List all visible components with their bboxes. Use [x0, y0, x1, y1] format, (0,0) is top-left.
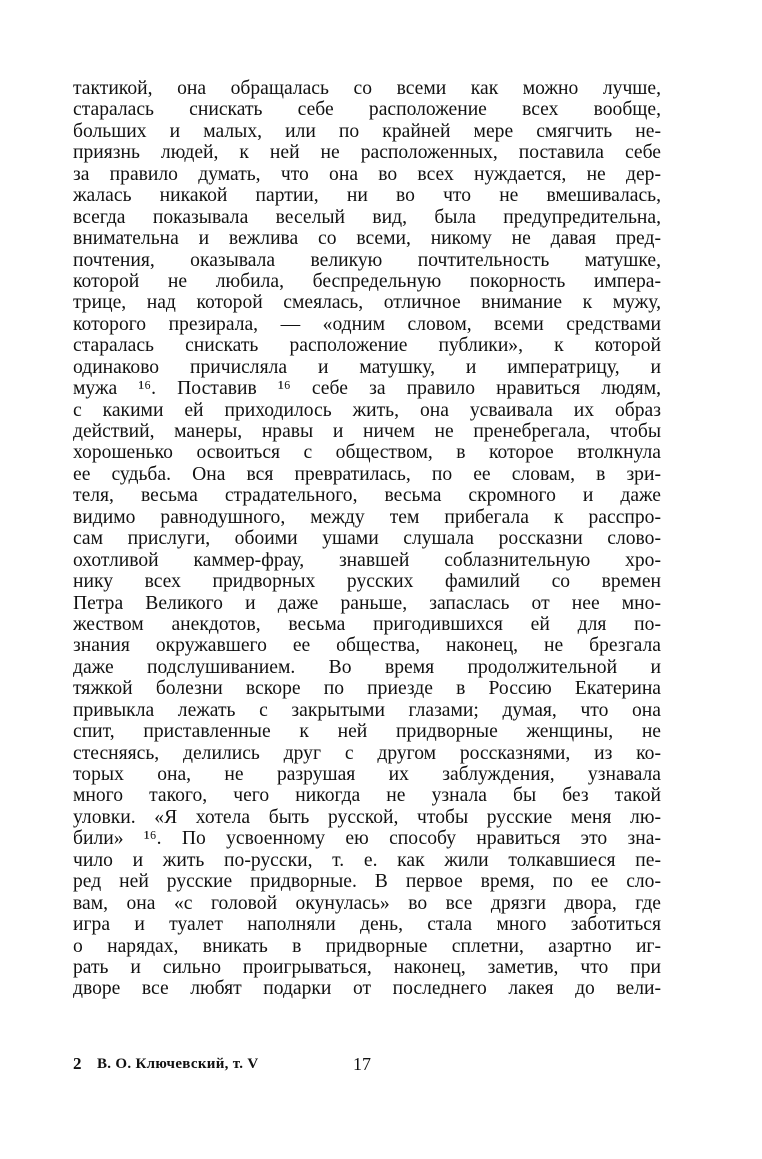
- page-number: 17: [353, 1054, 371, 1074]
- text-line: старалась снискать расположение публики», к которой: [73, 335, 661, 357]
- text-line: игра и туалет наполняли день, стала много заботиться: [73, 914, 661, 936]
- text-line: хорошенько освоиться с обществом, в которое втолкнула: [73, 442, 661, 464]
- text-line: с какими ей приходилось жить, она усваивала их образ: [73, 399, 661, 421]
- text-line: уловки. «Я хотела быть русской, чтобы русские меня лю-: [73, 806, 661, 828]
- text-line: видимо равнодушного, между тем прибегала к расспро-: [73, 506, 661, 528]
- signature-number: 2: [73, 1054, 82, 1073]
- text-line: мужа ¹⁶. Поставив ¹⁶ себе за правило нравиться людям,: [73, 378, 661, 400]
- text-line: спит, приставленные к ней придворные женщины, не: [73, 721, 661, 743]
- text-line: трице, над которой смеялась, отличное внимание к мужу,: [73, 292, 661, 314]
- text-line: всегда показывала веселый вид, была предупредительна,: [73, 206, 661, 228]
- text-line: больших и малых, или по крайней мере смягчить не-: [73, 120, 661, 142]
- text-line: чило и жить по-русски, т. е. как жили толкавшиеся пе-: [73, 849, 661, 871]
- text-line: нику всех придворных русских фамилий со времен: [73, 571, 661, 593]
- text-line: сам прислуги, обоими ушами слушала россказни слово-: [73, 528, 661, 550]
- text-line: вам, она «с головой окунулась» во все дрязги двора, где: [73, 892, 661, 914]
- text-line: которого презирала, — «одним словом, всеми средствами: [73, 313, 661, 335]
- text-line: действий, манеры, нравы и ничем не пренебрегала, чтобы: [73, 421, 661, 442]
- text-line: тактикой, она обращалась со всеми как можно лучше,: [73, 78, 661, 99]
- text-line: теля, весьма страдательного, весьма скромного и даже: [73, 485, 661, 507]
- text-line: которой не любила, беспредельную покорность импера-: [73, 270, 661, 292]
- text-line: жеством анекдотов, весьма пригодившихся ей для по-: [73, 613, 661, 635]
- text-line: дворе все любят подарки от последнего лакея до вели-: [73, 978, 661, 1000]
- body-text: [73, 78, 661, 1000]
- text-line: почтения, оказывала великую почтительность матушке,: [73, 249, 661, 271]
- text-line: рать и сильно проигрываться, наконец, заметив, что при: [73, 956, 661, 978]
- text-line: жалась никакой партии, ни во что не вмешивалась,: [73, 185, 661, 207]
- text-line: знания окружавшего ее общества, наконец, не брезгала: [73, 635, 661, 657]
- text-line: охотливой каммер-фрау, знавшей соблазнительную хро-: [73, 549, 661, 571]
- text-line: ред ней русские придворные. В первое время, по ее сло-: [73, 871, 661, 893]
- text-line: ее судьба. Она вся превратилась, по ее словам, в зри-: [73, 463, 661, 485]
- text-line: одинаково причисляла и матушку, и императрицу, и: [73, 356, 661, 378]
- text-line: о нарядах, вникать в придворные сплетни, азартно иг-: [73, 935, 661, 957]
- text-line: старалась снискать себе расположение всех вообще,: [73, 99, 661, 121]
- text-line: тяжкой болезни вскоре по приезде в Россию Екатерина: [73, 678, 661, 700]
- signature-title: В. О. Ключевский, т. V: [97, 1056, 259, 1072]
- text-line: даже подслушиванием. Во время продолжительной и: [73, 656, 661, 678]
- text-line: внимательна и вежлива со всеми, никому не давая пред-: [73, 228, 661, 250]
- text-line: Петра Великого и даже раньше, запаслась от нее мно-: [73, 592, 661, 614]
- text-line: приязнь людей, к ней не расположенных, поставила себе: [73, 142, 661, 164]
- text-line: били» ¹⁶. По усвоенному ею способу нравиться это зна-: [73, 828, 661, 850]
- text-line: привыкла лежать с закрытыми глазами; думая, что она: [73, 699, 661, 721]
- text-line: торых она, не разрушая их заблуждения, узнавала: [73, 764, 661, 785]
- text-line: стесняясь, делились друг с другом россказнями, из ко-: [73, 742, 661, 764]
- text-line: много такого, чего никогда не узнала бы без такой: [73, 785, 661, 807]
- page-footer: [73, 1052, 661, 1076]
- text-line: за правило думать, что она во всех нуждается, не дер-: [73, 163, 661, 185]
